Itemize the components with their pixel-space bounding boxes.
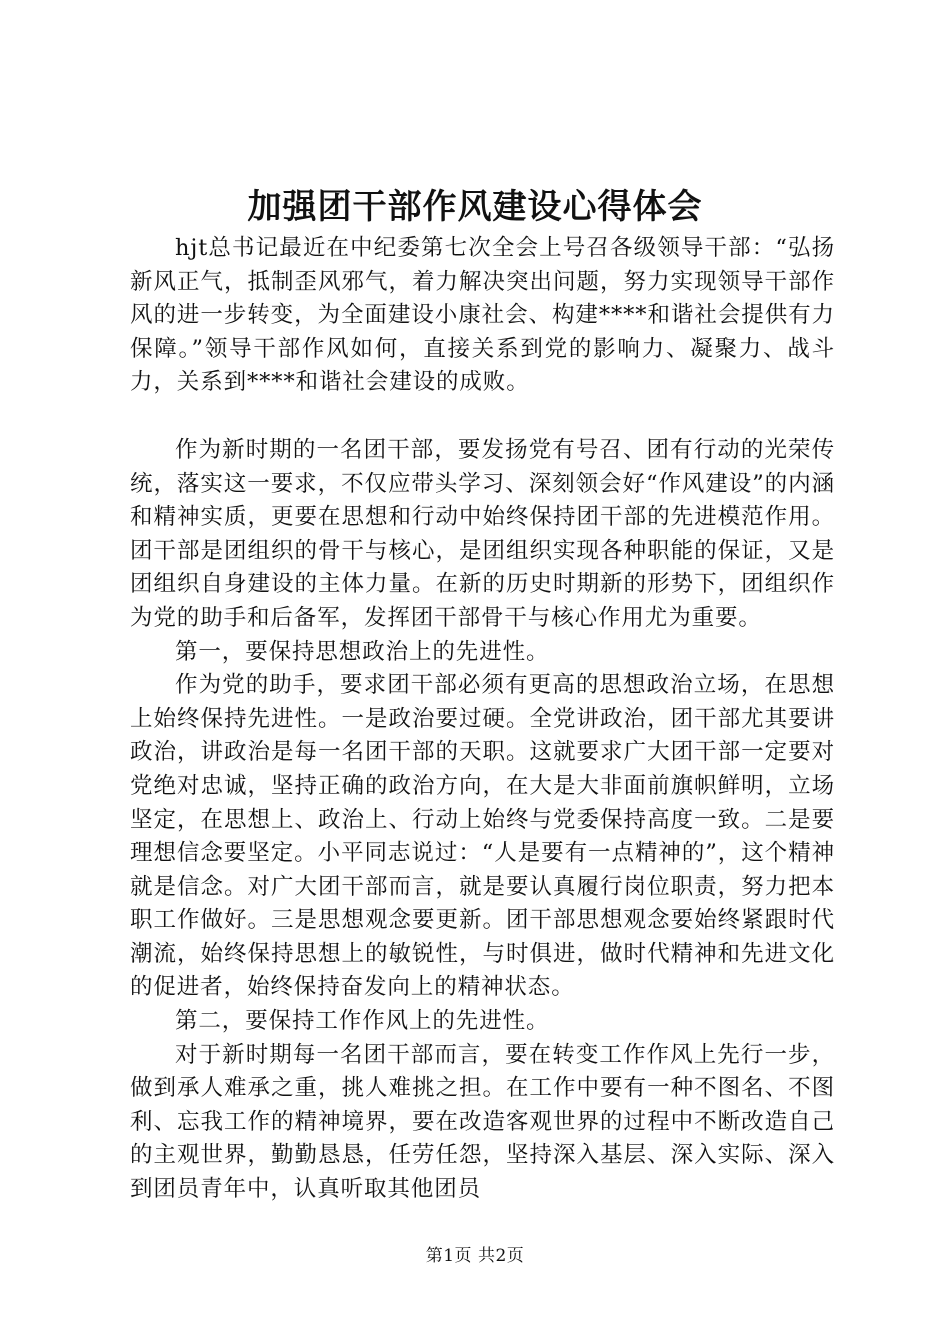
section-heading-first: 第一，要保持思想政治上的先进性。 xyxy=(175,638,550,665)
paragraph-political: 作为党的助手，要求团干部必须有更高的思想政治立场，在思想上始终保持先进性。一是政治要过硬。全党讲政治，团干部尤其要讲政治，讲政治是每一名团干部的天职。这就要求广大团干部一定要对党绝对忠诚，坚持正确的政治方向，在大是大非面前旗帜鲜明，立场坚定，在思想上、政治上、行动上始终与党委保持高度一致。二是要理想信念要坚定。小平同志说过：“人是要有一点精神的”，这个精神就是信念。对广大团干部而言，就是要认真履行岗位职责，努力把本职工作做好。三是思想观念要更新。团干部思想观念要始终紧跟时代潮流，始终保持思想上的敏锐性，与时俱进，做时代精神和先进文化的促进者，始终保持奋发向上的精神状态。 xyxy=(130,672,835,1001)
page-title: 加强团干部作风建设心得体会 xyxy=(247,187,703,227)
page-number-footer: 第1页 共2页 xyxy=(425,1246,525,1266)
paragraph-role: 作为新时期的一名团干部，要发扬党有号召、团有行动的光荣传统，落实这一要求，不仅应带头学习、深刻领会好“作风建设”的内涵和精神实质，更要在思想和行动中始终保持团干部的先进模范作用。团干部是团组织的骨干与核心，是团组织实现各种职能的保证，又是团组织自身建设的主体力量。在新的历史时期新的形势下，团组织作为党的助手和后备军，发挥团干部骨干与核心作用尤为重要。 xyxy=(130,436,835,631)
document-body xyxy=(130,232,835,1207)
paragraph-spacer xyxy=(130,400,835,434)
section-heading-second: 第二，要保持工作作风上的先进性。 xyxy=(175,1008,550,1035)
paragraph-work-style: 对于新时期每一名团干部而言，要在转变工作作风上先行一步，做到承人难承之重，挑人难挑之担。在工作中要有一种不图名、不图利、忘我工作的精神境界，要在改造客观世界的过程中不断改造自己的主观世界，勤勤恳恳，任劳任怨，坚持深入基层、深入实际、深入到团员青年中，认真听取其他团员 xyxy=(130,1041,835,1203)
paragraph-intro: hjt总书记最近在中纪委第七次全会上号召各级领导干部：“弘扬新风正气，抵制歪风邪气，着力解决突出问题，努力实现领导干部作风的进一步转变，为全面建设小康社会、构建****和谐社会提供有力保障。”领导干部作风如何，直接关系到党的影响力、凝聚力、战斗力，关系到****和谐社会建设的成败。 xyxy=(130,235,835,396)
